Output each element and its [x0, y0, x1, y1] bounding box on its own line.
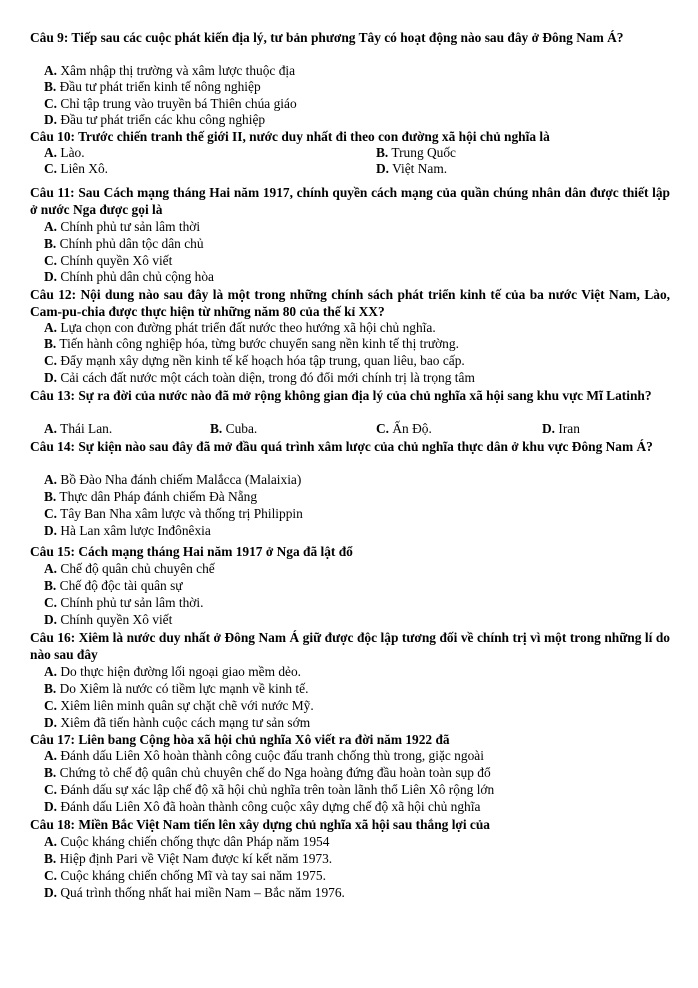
answer-option [44, 353, 465, 369]
option-text: Do Xiêm là nước có tiềm lực mạnh về kinh tế. [59, 681, 309, 696]
option-letter: A. [44, 748, 58, 763]
option-letter: A. [44, 63, 58, 78]
option-letter: D. [542, 421, 556, 436]
answer-option [542, 421, 580, 437]
option-letter: C. [44, 96, 58, 111]
option-letter: B. [44, 489, 57, 504]
option-letter: B. [44, 851, 57, 866]
option-text: Chính phủ tư sản lâm thời. [60, 595, 204, 610]
answer-option [44, 664, 301, 680]
question-title: Câu 17: Liên bang Cộng hòa xã hội chủ nghĩa Xô viết ra đời năm 1922 đã [30, 732, 450, 747]
question-title: Câu 14: Sự kiện nào sau đây đã mở đầu quá trình xâm lược của chủ nghĩa thực dân ở khu vực Đông Nam Á? [30, 439, 653, 454]
answer-option [44, 765, 491, 781]
option-letter: D. [44, 370, 58, 385]
answer-option [44, 472, 301, 488]
answer-option [44, 336, 459, 352]
option-letter: D. [44, 612, 58, 627]
option-letter: C. [376, 421, 390, 436]
option-letter: A. [44, 472, 58, 487]
answer-option [44, 506, 303, 522]
option-text: Chỉ tập trung vào truyền bá Thiên chúa giáo [60, 96, 297, 111]
option-text: Liên Xô. [60, 161, 108, 176]
answer-option [376, 161, 447, 177]
answer-option [44, 145, 85, 161]
option-text: Chính phủ dân chủ cộng hòa [60, 269, 214, 284]
option-letter: D. [44, 799, 58, 814]
option-letter: A. [44, 145, 58, 160]
option-letter: C. [44, 595, 58, 610]
question-title: Câu 18: Miền Bắc Việt Nam tiến lên xây dựng chủ nghĩa xã hội sau thắng lợi của [30, 817, 490, 832]
answer-option [44, 799, 480, 815]
question-title: Câu 16: Xiêm là nước duy nhất ở Đông Nam Á giữ được độc lập tương đối về chính trị vì một trong những lí do nào sau đây [30, 630, 670, 662]
option-text: Iran [558, 421, 580, 436]
answer-option [44, 578, 183, 594]
option-letter: A. [44, 834, 58, 849]
option-text: Thực dân Pháp đánh chiếm Đà Nẵng [59, 489, 258, 504]
option-text: Việt Nam. [392, 161, 448, 176]
option-text: Chế độ quân chủ chuyên chế [60, 561, 215, 576]
answer-option [44, 112, 265, 128]
answer-option [44, 489, 257, 505]
answer-option [44, 681, 308, 697]
question-title: Câu 10: Trước chiến tranh thế giới II, nước duy nhất đi theo con đường xã hội chủ nghĩa là [30, 129, 550, 144]
option-text: Bồ Đào Nha đánh chiếm Malắcca (Malaixia) [60, 472, 302, 487]
option-text: Tây Ban Nha xâm lược và thống trị Philippin [60, 506, 303, 521]
option-letter: D. [44, 885, 58, 900]
option-text: Lào. [60, 145, 85, 160]
option-letter: B. [210, 421, 223, 436]
option-text: Hà Lan xâm lược Inđônêxia [60, 523, 211, 538]
answer-option [44, 219, 200, 235]
question-title: Câu 13: Sự ra đời của nước nào đã mở rộng không gian địa lý của chủ nghĩa xã hội sang khu vực Mĩ Latinh? [30, 388, 652, 403]
option-letter: A. [44, 664, 58, 679]
option-text: Tiến hành công nghiệp hóa, từng bước chuyển sang nền kinh tế thị trường. [59, 336, 459, 351]
option-text: Đầu tư phát triển kinh tế nông nghiệp [59, 79, 261, 94]
answer-option [44, 885, 345, 901]
option-letter: D. [44, 269, 58, 284]
option-text: Cuộc kháng chiến chống Mĩ và tay sai năm 1975. [60, 868, 326, 883]
option-letter: B. [376, 145, 389, 160]
option-letter: C. [44, 506, 58, 521]
option-letter: B. [44, 336, 57, 351]
answer-option [44, 523, 211, 539]
option-letter: D. [44, 523, 58, 538]
option-text: Xâm nhập thị trường và xâm lược thuộc địa [60, 63, 296, 78]
answer-option [44, 834, 329, 850]
option-letter: C. [44, 161, 58, 176]
answer-option [44, 96, 297, 112]
option-text: Chính phủ dân tộc dân chủ [59, 236, 204, 251]
option-letter: B. [44, 79, 57, 94]
question-title: Câu 15: Cách mạng tháng Hai năm 1917 ở Nga đã lật đổ [30, 544, 353, 559]
option-text: Chính quyền Xô viết [60, 612, 173, 627]
option-letter: B. [44, 765, 57, 780]
question-title: Câu 9: Tiếp sau các cuộc phát kiến địa lý, tư bản phương Tây có hoạt động nào sau đây ở Đông Nam Á? [30, 30, 624, 45]
option-text: Xiêm liên minh quân sự chặt chẽ với nước Mỹ. [60, 698, 314, 713]
option-text: Xiêm đã tiến hành cuộc cách mạng tư sản sớm [60, 715, 311, 730]
option-letter: B. [44, 681, 57, 696]
option-letter: B. [44, 578, 57, 593]
option-text: Đánh dấu Liên Xô hoàn thành công cuộc đấu tranh chống thù trong, giặc ngoài [60, 748, 484, 763]
option-text: Hiệp định Pari về Việt Nam được kí kết năm 1973. [59, 851, 333, 866]
answer-option [44, 715, 310, 731]
option-text: Đánh dấu Liên Xô đã hoàn thành công cuộc xây dựng chế độ xã hội chủ nghĩa [60, 799, 481, 814]
option-text: Chế độ độc tài quân sự [59, 578, 183, 593]
option-text: Cải cách đất nước một cách toàn diện, trong đó đổi mới chính trị là trọng tâm [60, 370, 475, 385]
option-text: Lựa chọn con đường phát triển đất nước theo hướng xã hội chủ nghĩa. [60, 320, 436, 335]
option-letter: A. [44, 421, 58, 436]
answer-option [44, 595, 203, 611]
option-text: Cuộc kháng chiến chống thực dân Pháp năm 1954 [60, 834, 330, 849]
question-title: Câu 11: Sau Cách mạng tháng Hai năm 1917, chính quyền cách mạng của quần chúng nhân dân được thiết lập ở nước Nga được gọi là [30, 185, 670, 217]
answer-option [44, 561, 215, 577]
option-letter: D. [44, 715, 58, 730]
answer-option [44, 698, 314, 714]
answer-option [44, 868, 326, 884]
option-text: Do thực hiện đường lối ngoại giao mềm dẻo. [60, 664, 302, 679]
option-letter: C. [44, 253, 58, 268]
option-text: Ấn Độ. [392, 421, 432, 436]
option-letter: A. [44, 320, 58, 335]
answer-option [44, 320, 436, 336]
option-letter: C. [44, 698, 58, 713]
answer-option [44, 421, 112, 437]
option-letter: C. [44, 868, 58, 883]
answer-option [44, 748, 484, 764]
option-text: Thái Lan. [60, 421, 113, 436]
option-letter: B. [44, 236, 57, 251]
answer-option [44, 782, 494, 798]
option-text: Đánh dấu sự xác lập chế độ xã hội chủ nghĩa trên toàn lãnh thổ Liên Xô rộng lớn [60, 782, 495, 797]
option-text: Chính quyền Xô viết [60, 253, 173, 268]
option-letter: C. [44, 782, 58, 797]
answer-option [44, 370, 475, 386]
answer-option [44, 612, 172, 628]
answer-option [44, 79, 261, 95]
answer-option [44, 253, 172, 269]
option-text: Chứng tỏ chế độ quân chủ chuyên chế do Nga hoàng đứng đầu hoàn toàn sụp đổ [59, 765, 491, 780]
answer-option [376, 145, 456, 161]
answer-option [376, 421, 432, 437]
option-text: Chính phủ tư sản lâm thời [60, 219, 201, 234]
option-text: Cuba. [225, 421, 258, 436]
option-text: Trung Quốc [391, 145, 456, 160]
option-text: Đẩy mạnh xây dựng nền kinh tế kế hoạch hóa tập trung, quan liêu, bao cấp. [60, 353, 465, 368]
option-letter: A. [44, 219, 58, 234]
option-letter: A. [44, 561, 58, 576]
answer-option [44, 269, 214, 285]
answer-option [44, 63, 295, 79]
option-letter: C. [44, 353, 58, 368]
option-letter: D. [376, 161, 390, 176]
question-title: Câu 12: Nội dung nào sau đây là một trong những chính sách phát triển kinh tế của ba nước Việt Nam, Lào, Cam-pu-chia được thực hiện từ những năm 80 của thế kỉ XX? [30, 287, 670, 319]
answer-option [44, 161, 108, 177]
option-letter: D. [44, 112, 58, 127]
answer-option [210, 421, 257, 437]
answer-option [44, 851, 332, 867]
option-text: Quá trình thống nhất hai miền Nam – Bắc năm 1976. [60, 885, 345, 900]
answer-option [44, 236, 204, 252]
option-text: Đầu tư phát triển các khu công nghiệp [60, 112, 266, 127]
